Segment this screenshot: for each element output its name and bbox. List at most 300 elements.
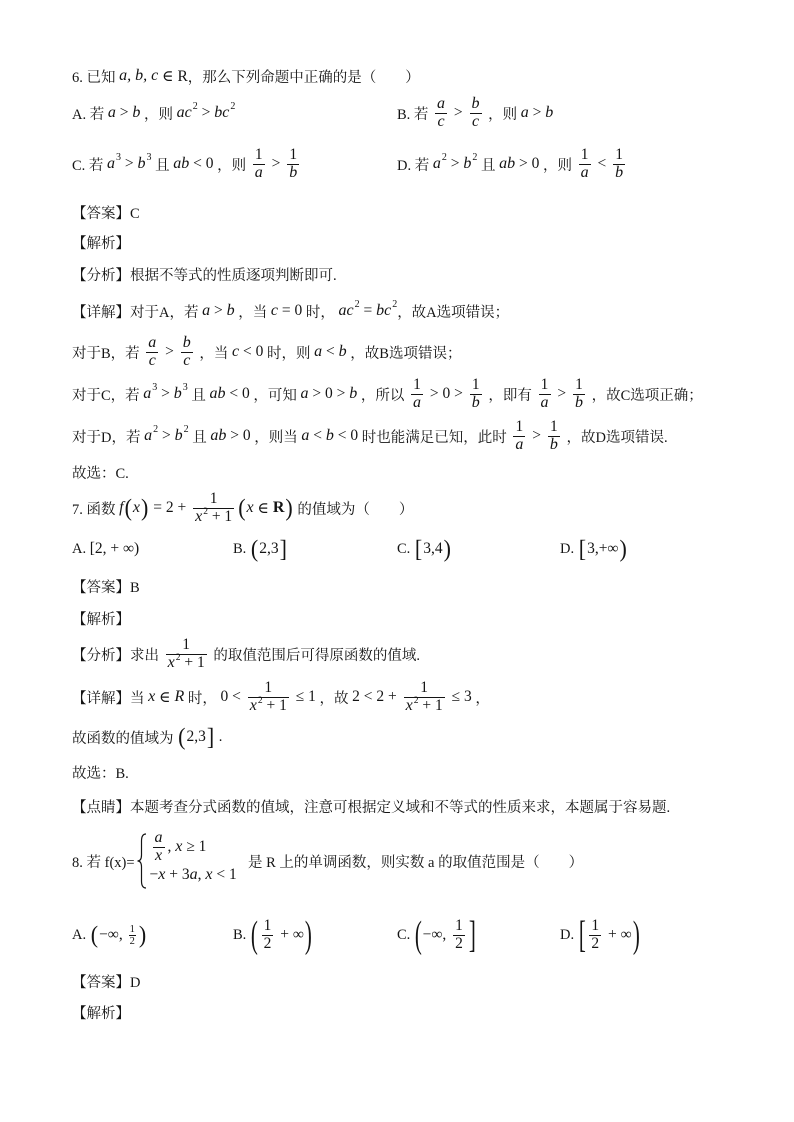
math-variable: x (132, 499, 141, 516)
math-expression: 1 (455, 917, 463, 934)
fraction-numerator (539, 377, 551, 395)
large-bracket: ( (250, 914, 258, 956)
fraction-denominator (589, 936, 601, 953)
math-expression: 2 < 2 + (352, 688, 401, 705)
bracket: ) (285, 493, 293, 522)
large-bracket: ( (414, 914, 422, 956)
bracket: ) (443, 534, 451, 563)
text-run: ，所以 (357, 387, 409, 404)
text-run: ，当 (195, 345, 233, 362)
text-run: 7. 函数 (72, 501, 120, 518)
fraction (613, 147, 625, 182)
text-run: 6. 已知 (72, 69, 120, 86)
text-run: ， (471, 690, 490, 707)
q8-solution-heading (72, 997, 130, 1027)
large-bracket: [ (578, 914, 586, 956)
fraction (513, 419, 525, 454)
math-variable: bc (376, 302, 392, 319)
math-variable: a (107, 104, 116, 121)
math-expression: ∈ (253, 499, 273, 517)
fraction-numerator (513, 419, 525, 437)
math-expression: 1 (420, 679, 429, 696)
math-variable: b (463, 155, 472, 172)
fraction-denominator (470, 114, 482, 131)
large-bracket: ] (468, 914, 476, 956)
math-expression: > 0 (515, 155, 540, 172)
text-run: ，当 (234, 304, 271, 321)
math-variable: x (175, 838, 183, 855)
superscript: 2 (192, 100, 198, 112)
q7-answer (72, 571, 140, 601)
fraction-numerator (589, 918, 601, 936)
math-variable: b (471, 394, 480, 411)
large-bracket: ) (304, 914, 312, 956)
math-variable: c (232, 343, 240, 360)
q7-choice (72, 757, 129, 787)
math-variable: c (183, 352, 191, 369)
piecewise-case (150, 861, 237, 889)
math-expression: ∈ R (158, 67, 188, 85)
math-expression: + 1 (262, 697, 287, 714)
math-expression: 1 (182, 636, 191, 653)
text-run: 且 (188, 429, 211, 446)
text-run: ，可知 (249, 387, 301, 404)
fraction-denominator (146, 353, 158, 370)
math-expression: −∞, (422, 926, 451, 943)
math-variable: a (413, 394, 422, 411)
q8-option-c (397, 914, 477, 956)
fraction-denominator (193, 509, 234, 526)
math-expression: > (267, 155, 285, 172)
math-expression: + ∞ (276, 926, 304, 943)
bracket: ] (206, 722, 215, 751)
text-run: 【答案】C (72, 205, 140, 222)
math-variable: a (437, 95, 446, 112)
fraction-numerator (193, 491, 234, 509)
math-variable: ab (210, 427, 227, 444)
q6-option-c (72, 146, 302, 181)
fraction-denominator (166, 655, 207, 672)
fraction-numerator (181, 335, 193, 353)
text-run: ，那么下列命题中正确的是（ ） (187, 69, 420, 86)
math-variable: a (520, 104, 529, 121)
math-variable: a (580, 164, 589, 181)
math-expression: 2 (129, 935, 135, 947)
math-variable: b (137, 155, 146, 172)
math-variable: a (432, 155, 441, 172)
text-run: 故选：B. (72, 765, 129, 782)
superscript: 3 (152, 381, 158, 393)
q8-option-a (72, 920, 147, 950)
fraction (129, 924, 136, 947)
math-expression: > (158, 427, 175, 444)
math-expression: + 3 (165, 866, 190, 883)
math-expression: ≥ 1 (182, 838, 207, 855)
bracket: [ (578, 534, 587, 563)
text-run: 故函数的值域为 (72, 730, 178, 747)
math-expression: > (450, 104, 467, 121)
text-run: ，故C选项正确； (588, 387, 703, 404)
bracket: ( (124, 493, 132, 522)
math-variable: bc (214, 104, 230, 121)
fraction-denominator (453, 936, 465, 953)
math-variable: a (144, 427, 153, 444)
q8-answer (72, 966, 140, 996)
fraction-numerator (573, 377, 585, 395)
fraction-numerator (253, 147, 265, 165)
q8-option-d (560, 914, 640, 956)
text-run: B. (233, 540, 250, 557)
math-expression: < (322, 343, 339, 360)
math-expression: = (359, 302, 377, 319)
fraction-denominator (435, 114, 447, 131)
math-variable: x (158, 866, 166, 883)
math-expression: > (446, 155, 464, 172)
fraction (287, 147, 299, 182)
q6-detail-b (72, 334, 462, 369)
math-variable: b (325, 427, 334, 444)
superscript: 2 (441, 151, 447, 163)
bracket: ) (141, 493, 149, 522)
piecewise-function (137, 829, 237, 889)
fraction (166, 637, 207, 672)
math-expression: ≤ 3 (447, 688, 472, 705)
math-expression: > 0 > (426, 385, 467, 402)
math-expression: > (121, 155, 138, 172)
q7-detail (72, 679, 490, 714)
q7-analysis (72, 636, 420, 671)
math-variable: c (471, 113, 480, 130)
math-expression: , (167, 838, 176, 855)
math-expression: 3,+∞ (587, 540, 619, 557)
math-variable: a (148, 334, 157, 351)
text-run: C. 若 (72, 157, 108, 174)
math-variable: a (300, 385, 309, 402)
superscript: 2 (183, 423, 189, 435)
math-variable: b (182, 334, 191, 351)
text-run: ，则 (140, 106, 177, 123)
fraction (435, 96, 447, 131)
text-run: 且 (151, 157, 174, 174)
math-variable: b (226, 302, 235, 319)
math-expression: < 0 (333, 427, 359, 444)
text-run: 【详解】对于A，若 (72, 304, 203, 321)
bracket: ( (238, 493, 246, 522)
math-variable: b (349, 385, 358, 402)
fraction (573, 377, 585, 412)
fraction-denominator (404, 698, 445, 715)
fraction-denominator (262, 936, 274, 953)
superscript: 2 (472, 151, 478, 163)
superscript: 2 (257, 696, 263, 706)
fraction-numerator (548, 419, 560, 437)
math-variable: b (289, 164, 298, 181)
math-expression: 1 (580, 146, 589, 163)
text-run: A. (72, 540, 90, 557)
fraction-numerator (153, 830, 165, 848)
math-expression: 1 (515, 418, 524, 435)
math-variable: b (545, 104, 554, 121)
math-expression: 3,4 (423, 540, 443, 557)
fraction-numerator (287, 147, 299, 165)
math-expression: 1 (549, 418, 558, 435)
text-run: A. 若 (72, 106, 108, 123)
bracket: ) (619, 534, 627, 563)
q7-option-c (397, 534, 452, 564)
math-variable: a (254, 164, 263, 181)
math-variable: f (119, 499, 124, 516)
math-expression: < 0 (239, 343, 264, 360)
superscript: 2 (203, 507, 208, 517)
math-variable: ab (499, 155, 516, 172)
superscript: 2 (354, 298, 360, 310)
math-variable: a, b, c (119, 67, 159, 84)
q7-option-d (560, 534, 628, 564)
bracket: ) (138, 920, 147, 949)
math-variable: x (195, 508, 203, 525)
fraction-numerator (470, 377, 482, 395)
fraction (262, 918, 274, 953)
superscript: 2 (230, 100, 236, 112)
math-expression: + 1 (180, 654, 205, 671)
text-run: 【解析】 (72, 235, 130, 252)
brace-symbol (137, 833, 147, 889)
text-run: ，故 (315, 690, 353, 707)
fraction-numerator (129, 924, 136, 936)
text-run: 【分析】根据不等式的性质逐项判断即可. (72, 267, 337, 284)
math-expression: 2,3 (186, 728, 206, 745)
math-expression: 2 (455, 935, 463, 952)
text-run: ，则当 (250, 429, 302, 446)
text-run: 的取值范围后可得原函数的值域. (209, 647, 420, 664)
fraction (146, 335, 158, 370)
text-run: 【详解】当 (72, 690, 149, 707)
math-expression: ≤ 1 (291, 688, 316, 705)
math-expression: > (528, 104, 546, 121)
fraction-denominator (573, 395, 585, 412)
fraction (539, 377, 551, 412)
q6-detail-c (72, 376, 703, 411)
fraction-denominator (287, 165, 299, 182)
superscript: 2 (175, 653, 181, 663)
fraction-denominator (539, 395, 551, 412)
math-variable: c (148, 352, 156, 369)
math-expression: + 1 (418, 697, 443, 714)
bracket: ( (178, 722, 186, 751)
superscript: 2 (413, 696, 419, 706)
q6-detail-a (72, 296, 509, 326)
superscript: 3 (116, 151, 122, 163)
math-expression: 1 (263, 917, 272, 934)
math-expression: 1 (471, 376, 480, 393)
text-run: 时，则 (263, 345, 315, 362)
math-expression: 1 (129, 923, 135, 935)
text-run: ，则 (539, 157, 576, 174)
q8-option-b (233, 914, 313, 956)
q6-solution-heading (72, 227, 130, 257)
text-run: C. (397, 926, 414, 943)
math-expression: > (157, 385, 174, 402)
q7-remark (72, 791, 670, 821)
fraction-denominator (411, 395, 423, 412)
piecewise-cases (149, 829, 237, 889)
math-variable: x (249, 697, 257, 714)
fraction (470, 96, 482, 131)
math-expression: > (553, 385, 571, 402)
math-expression: , (197, 866, 206, 883)
fraction-denominator (613, 165, 625, 182)
math-expression: > 0 > (308, 385, 350, 402)
math-expression: < (593, 155, 611, 172)
fraction-numerator (470, 96, 482, 114)
math-expression: 1 (413, 376, 421, 393)
fraction-denominator (513, 437, 525, 454)
q7-range (72, 722, 222, 752)
text-run: 的值域为（ ） (293, 501, 414, 518)
math-variable: ac (176, 104, 192, 121)
text-run: 时也能满足已知，此时 (358, 429, 511, 446)
text-run: 是 R 上的单调函数，则实数 a 的取值范围是（ ） (240, 854, 584, 871)
math-variable: a (314, 343, 323, 360)
q8-stem (72, 829, 584, 883)
q6-option-d (397, 146, 628, 181)
math-variable: a (540, 394, 549, 411)
q7-option-b (233, 534, 288, 564)
math-expression: − (149, 866, 159, 883)
math-expression: > (161, 343, 178, 360)
math-variable: b (132, 104, 141, 121)
q6-choice (72, 457, 129, 487)
math-variable: b (471, 95, 480, 112)
fraction-numerator (248, 680, 289, 698)
math-expression: 2,3 (259, 540, 279, 557)
math-expression: −∞, (99, 926, 127, 943)
fraction (181, 335, 193, 370)
math-variable: ab (209, 385, 226, 402)
text-run: 【分析】求出 (72, 647, 163, 664)
fraction (404, 680, 445, 715)
fraction (248, 680, 289, 715)
math-variable: a (202, 302, 211, 319)
math-variable: x (405, 697, 413, 714)
fraction (153, 830, 165, 865)
text-run: 时， (302, 304, 339, 321)
math-variable: b (615, 164, 624, 181)
fraction-denominator (470, 395, 482, 412)
math-expression: 2 (591, 935, 600, 952)
math-expression: > (528, 427, 545, 444)
text-run: D. (560, 540, 578, 557)
fraction-denominator (181, 353, 193, 370)
superscript: 3 (146, 151, 152, 163)
text-run: 时， (184, 690, 221, 707)
fraction-numerator (613, 147, 625, 165)
large-bracket: ) (632, 914, 640, 956)
piecewise-case (150, 829, 237, 864)
fraction (411, 377, 423, 412)
math-variable: a (143, 385, 152, 402)
text-run: 且 (477, 157, 500, 174)
bracket: ( (90, 920, 99, 949)
fraction-numerator (411, 377, 423, 395)
math-variable: a (515, 436, 524, 453)
math-expression: 1 (209, 490, 218, 507)
math-variable: x (167, 654, 175, 671)
math-expression: 1 (289, 146, 298, 163)
q6-detail-d (72, 418, 668, 453)
math-expression: < (309, 427, 326, 444)
text-run: ，故D选项错误. (562, 429, 668, 446)
q6-stem (72, 61, 420, 91)
fraction-denominator (579, 165, 591, 182)
math-variable: b (173, 385, 182, 402)
text-run: 对于D，若 (72, 429, 145, 446)
math-expression: < 0 (189, 155, 214, 172)
math-expression: 1 (591, 917, 600, 934)
math-variable: ab (173, 155, 190, 172)
fraction (453, 918, 465, 953)
text-run: 对于B，若 (72, 345, 144, 362)
fraction (253, 147, 265, 182)
q6-option-b (397, 95, 554, 130)
superscript: 2 (392, 298, 398, 310)
math-variable: x (246, 499, 254, 516)
math-expression: 0 < (220, 688, 245, 705)
text-run: . (215, 728, 223, 745)
fraction-numerator (146, 335, 158, 353)
math-expression: 1 (254, 146, 263, 163)
q7-option-a (72, 534, 139, 564)
text-run: ，则 (213, 157, 250, 174)
math-variable: a (154, 829, 163, 846)
fraction-numerator (262, 918, 274, 936)
math-expression: + ∞ (604, 926, 632, 943)
fraction-numerator (453, 918, 465, 936)
math-variable: R (174, 688, 185, 705)
bracket: ] (279, 534, 287, 563)
text-run: 【答案】D (72, 974, 141, 991)
fraction-denominator (548, 437, 560, 454)
math-expression: [2, + ∞) (89, 540, 140, 557)
math-expression: = 2 + (149, 499, 191, 516)
text-run: A. (72, 926, 90, 943)
math-expression: 1 (264, 679, 273, 696)
bold-symbol: R (272, 499, 285, 516)
fraction-denominator (248, 698, 289, 715)
math-expression: > (115, 104, 133, 121)
math-variable: c (437, 113, 445, 130)
math-expression: < 1 (212, 866, 237, 883)
math-variable: b (549, 436, 558, 453)
text-run: ，故A选项错误； (397, 304, 510, 321)
math-variable: ac (338, 302, 354, 319)
math-expression: = 0 (277, 302, 303, 319)
q7-stem (72, 490, 414, 525)
math-variable: b (174, 427, 183, 444)
text-run: 【点睛】本题考查分式函数的值域，注意可根据定义域和不等式的性质来求，本题属于容易题. (72, 799, 671, 816)
superscript: 2 (153, 423, 159, 435)
math-expression: > (197, 104, 215, 121)
text-run: 8. 若 f(x)= (72, 854, 135, 871)
text-run: ，即有 (484, 387, 536, 404)
math-expression: < 0 (225, 385, 250, 402)
q6-analysis (72, 259, 337, 289)
math-expression: ∈ (155, 688, 175, 706)
text-run: 【解析】 (72, 611, 130, 628)
math-variable: a (301, 427, 310, 444)
math-expression: 1 (615, 146, 623, 163)
fraction (579, 147, 591, 182)
